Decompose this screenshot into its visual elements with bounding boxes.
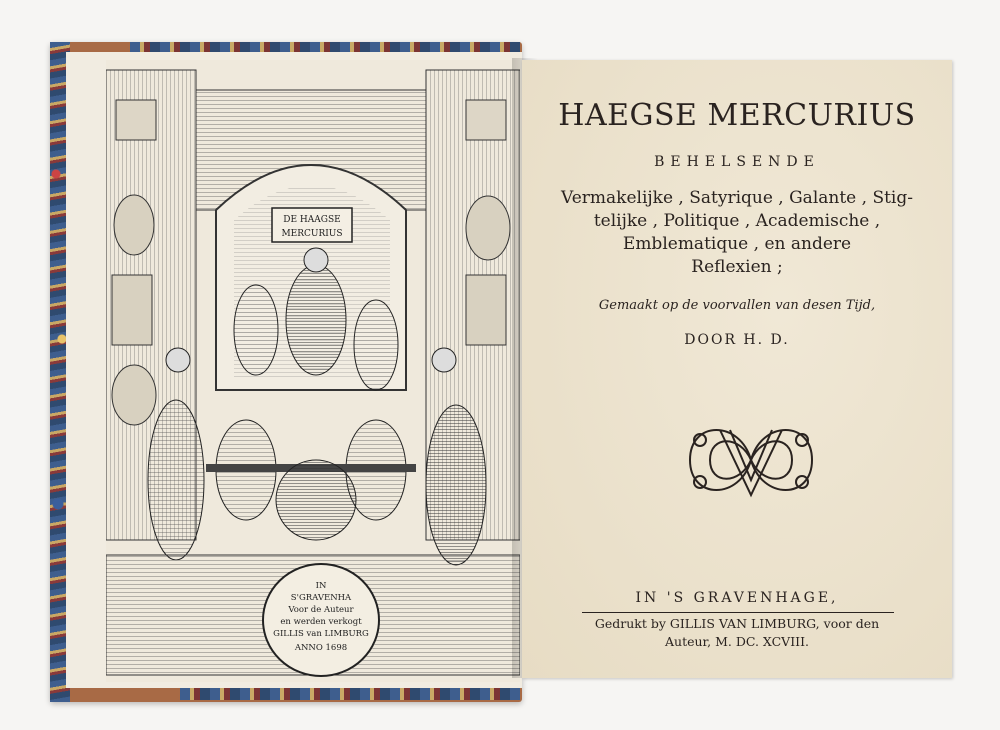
subtitle-line-4: Reflexien ; [691, 257, 783, 277]
cartouche-line-2: S'GRAVENHA [290, 593, 352, 603]
cartouche-line-1: IN [315, 581, 327, 591]
place-of-printing: IN 'S GRAVENHAGE, [635, 590, 839, 606]
imprint-rule [582, 612, 894, 613]
title-page [522, 60, 952, 678]
subtitle-line-1: Vermakelijke , Satyrique , Galante , Stig- [560, 188, 913, 208]
gemaakt-line: Gemaakt op de voorvallen van desen Tijd, [598, 298, 876, 313]
author-line: DOOR H. D. [684, 332, 790, 348]
behelsende-text: BEHELSENDE [654, 154, 820, 170]
book-title: HAEGSE MERCURIUS [558, 98, 916, 133]
marbled-paper-bottom [180, 686, 520, 700]
cartouche-line-4: en werden verkogt [280, 617, 362, 627]
cartouche-line-3: Voor de Auteur [288, 605, 354, 615]
banner-text-2: MERCURIUS [281, 229, 343, 239]
monogram-ornament [680, 410, 822, 510]
subtitle-line-2: telijke , Politique , Academische , [593, 211, 881, 231]
imprint-line-1: Gedrukt by GILLIS VAN LIMBURG, voor den [594, 616, 880, 631]
subtitle-line-3: Emblematique , en andere [622, 234, 852, 254]
cartouche-line-5: GILLIS van LIMBURG [273, 629, 369, 639]
imprint-line-2: Auteur, M. DC. XCVIII. [665, 634, 809, 649]
marbled-paper-top [130, 42, 520, 52]
frontispiece-engraving [106, 60, 520, 682]
banner-text-1: DE HAAGSE [283, 215, 341, 225]
cartouche-line-6: ANNO 1698 [294, 643, 348, 653]
